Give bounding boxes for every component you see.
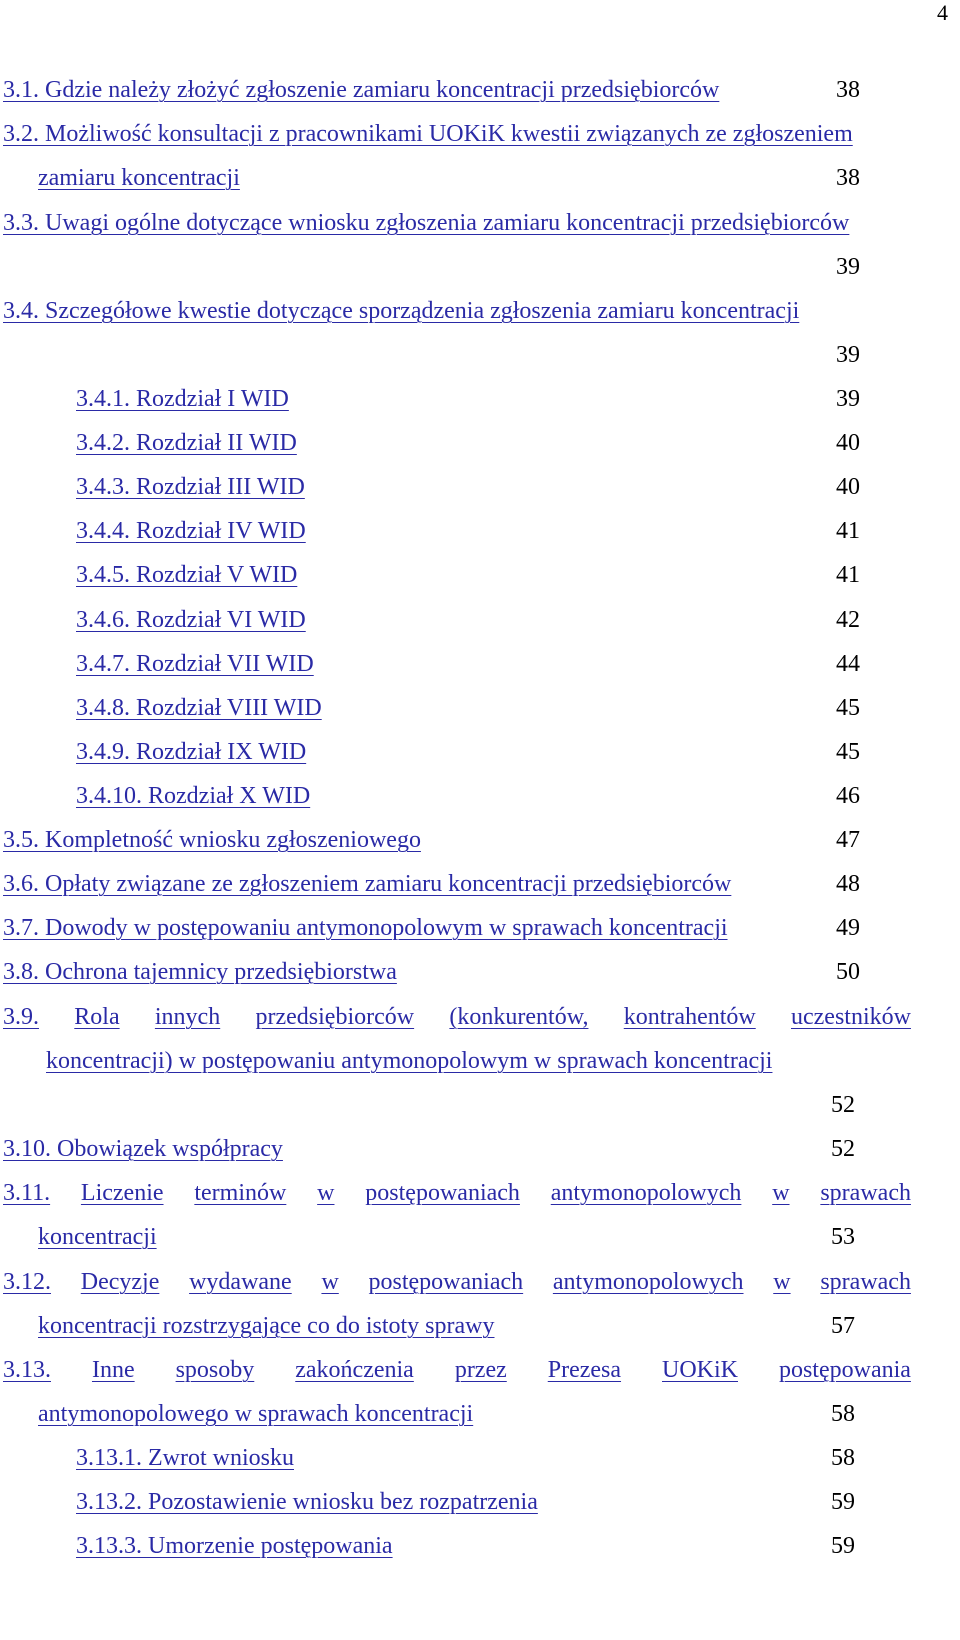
toc-link-3-2-cont[interactable]: zamiaru koncentracji [38,165,240,191]
toc-word: innych [154,1004,221,1030]
toc-page-3-4-2: 40 [836,430,860,456]
toc-word: postępowaniach [365,1180,520,1206]
toc-word: w [772,1180,790,1206]
toc-word: 3.13. [3,1357,51,1383]
toc-word: 3.11. [3,1180,51,1206]
toc-word: (konkurentów, [449,1004,589,1030]
toc-page-3-11: 53 [831,1224,855,1250]
toc-link-3-9-cont[interactable]: koncentracji) w postępowaniu antymonopolowym w sprawach koncentracji [46,1048,773,1074]
toc-word: uczestników [791,1004,911,1030]
toc-word: antymonopolowych [552,1269,744,1295]
toc-page-3-5: 47 [836,827,860,853]
toc-word: postępowania [778,1357,911,1383]
toc-word: sprawach [820,1180,911,1206]
toc-word: Liczenie [80,1180,164,1206]
toc-link-3-4-5[interactable]: 3.4.5. Rozdział V WID [76,562,298,588]
page-number: 4 [937,0,948,25]
toc-link-3-12-cont[interactable]: koncentracji rozstrzygające co do istoty sprawy [38,1313,495,1339]
toc-page-3-9: 52 [831,1092,855,1118]
toc-link-3-11[interactable] [3,1178,911,1208]
toc-page-3-4: 39 [836,342,860,368]
toc-link-3-6[interactable]: 3.6. Opłaty związane ze zgłoszeniem zamiaru koncentracji przedsiębiorców [3,871,732,897]
toc-link-3-8[interactable]: 3.8. Ochrona tajemnicy przedsiębiorstwa [3,959,397,985]
toc-word: 3.9. [3,1004,39,1030]
toc-page-3-6: 48 [836,871,860,897]
toc-word: Inne [91,1357,135,1383]
toc-link-3-4-1[interactable]: 3.4.1. Rozdział I WID [76,386,289,412]
toc-link-3-4-6[interactable]: 3.4.6. Rozdział VI WID [76,607,306,633]
toc-page-3-4-8: 45 [836,695,860,721]
toc-link-3-4-8[interactable]: 3.4.8. Rozdział VIII WID [76,695,322,721]
toc-page-3-4-7: 44 [836,651,860,677]
toc-link-3-9[interactable] [3,1002,911,1032]
toc-link-3-5[interactable]: 3.5. Kompletność wniosku zgłoszeniowego [3,827,421,853]
toc-link-3-4-10[interactable]: 3.4.10. Rozdział X WID [76,783,311,809]
toc-word: 3.12. [3,1269,51,1295]
toc-link-3-4[interactable]: 3.4. Szczegółowe kwestie dotyczące sporządzenia zgłoszenia zamiaru koncentracji [3,298,800,324]
toc-link-3-12[interactable] [3,1267,911,1297]
toc-word: UOKiK [662,1357,738,1383]
toc-link-3-13-3[interactable]: 3.13.3. Umorzenie postępowania [76,1533,393,1559]
toc-word: kontrahentów [623,1004,756,1030]
toc-word: w [321,1269,339,1295]
toc-link-3-4-7[interactable]: 3.4.7. Rozdział VII WID [76,651,314,677]
toc-link-3-1[interactable]: 3.1. Gdzie należy złożyć zgłoszenie zamiaru koncentracji przedsiębiorców [3,77,720,103]
toc-link-3-4-9[interactable]: 3.4.9. Rozdział IX WID [76,739,307,765]
toc-link-3-13-2[interactable]: 3.13.2. Pozostawienie wniosku bez rozpatrzenia [76,1489,538,1515]
toc-word: zakończenia [295,1357,414,1383]
toc-page-3-10: 52 [831,1136,855,1162]
toc-page-3-13-1: 58 [831,1445,855,1471]
toc-word: postępowaniach [368,1269,524,1295]
toc-link-3-2[interactable]: 3.2. Możliwość konsultacji z pracownikami UOKiK kwestii związanych ze zgłoszeniem [3,121,853,147]
toc-link-3-13-cont[interactable]: antymonopolowego w sprawach koncentracji [38,1401,474,1427]
toc-word: Decyzje [80,1269,160,1295]
toc-page-3-4-10: 46 [836,783,860,809]
toc-link-3-4-4[interactable]: 3.4.4. Rozdział IV WID [76,518,306,544]
toc-page-3-4-4: 41 [836,518,860,544]
toc-word: sposoby [175,1357,255,1383]
toc-link-3-13[interactable] [3,1355,911,1385]
toc-word: Prezesa [547,1357,622,1383]
toc-link-3-10[interactable]: 3.10. Obowiązek współpracy [3,1136,283,1162]
toc-word: antymonopolowych [550,1180,742,1206]
toc-page-3-13: 58 [831,1401,855,1427]
toc-page-3-8: 50 [836,959,860,985]
toc-link-3-4-3[interactable]: 3.4.3. Rozdział III WID [76,474,305,500]
toc-page-3-4-6: 42 [836,607,860,633]
toc-word: wydawane [189,1269,292,1295]
toc-word: przedsiębiorców [255,1004,415,1030]
toc-link-3-4-2[interactable]: 3.4.2. Rozdział II WID [76,430,297,456]
toc-link-3-3[interactable]: 3.3. Uwagi ogólne dotyczące wniosku zgłoszenia zamiaru koncentracji przedsiębiorców [3,210,850,236]
toc-word: terminów [194,1180,287,1206]
toc-link-3-13-1[interactable]: 3.13.1. Zwrot wniosku [76,1445,294,1471]
toc-word: w [317,1180,335,1206]
toc-page-3-4-9: 45 [836,739,860,765]
toc-word: sprawach [820,1269,911,1295]
toc-link-3-11-cont[interactable]: koncentracji [38,1224,157,1250]
toc-page-3-7: 49 [836,915,860,941]
toc-page-3-1: 38 [836,77,860,103]
toc-page-3-3: 39 [836,254,860,280]
toc-link-3-7[interactable]: 3.7. Dowody w postępowaniu antymonopolowym w sprawach koncentracji [3,915,728,941]
toc-page-3-13-2: 59 [831,1489,855,1515]
toc-word: przez [454,1357,507,1383]
toc-page-3-12: 57 [831,1313,855,1339]
toc-word: Rola [74,1004,120,1030]
toc-page-3-2: 38 [836,165,860,191]
toc-page-3-13-3: 59 [831,1533,855,1559]
toc-page-3-4-1: 39 [836,386,860,412]
toc-page-3-4-5: 41 [836,562,860,588]
toc-word: w [773,1269,791,1295]
toc-page-3-4-3: 40 [836,474,860,500]
